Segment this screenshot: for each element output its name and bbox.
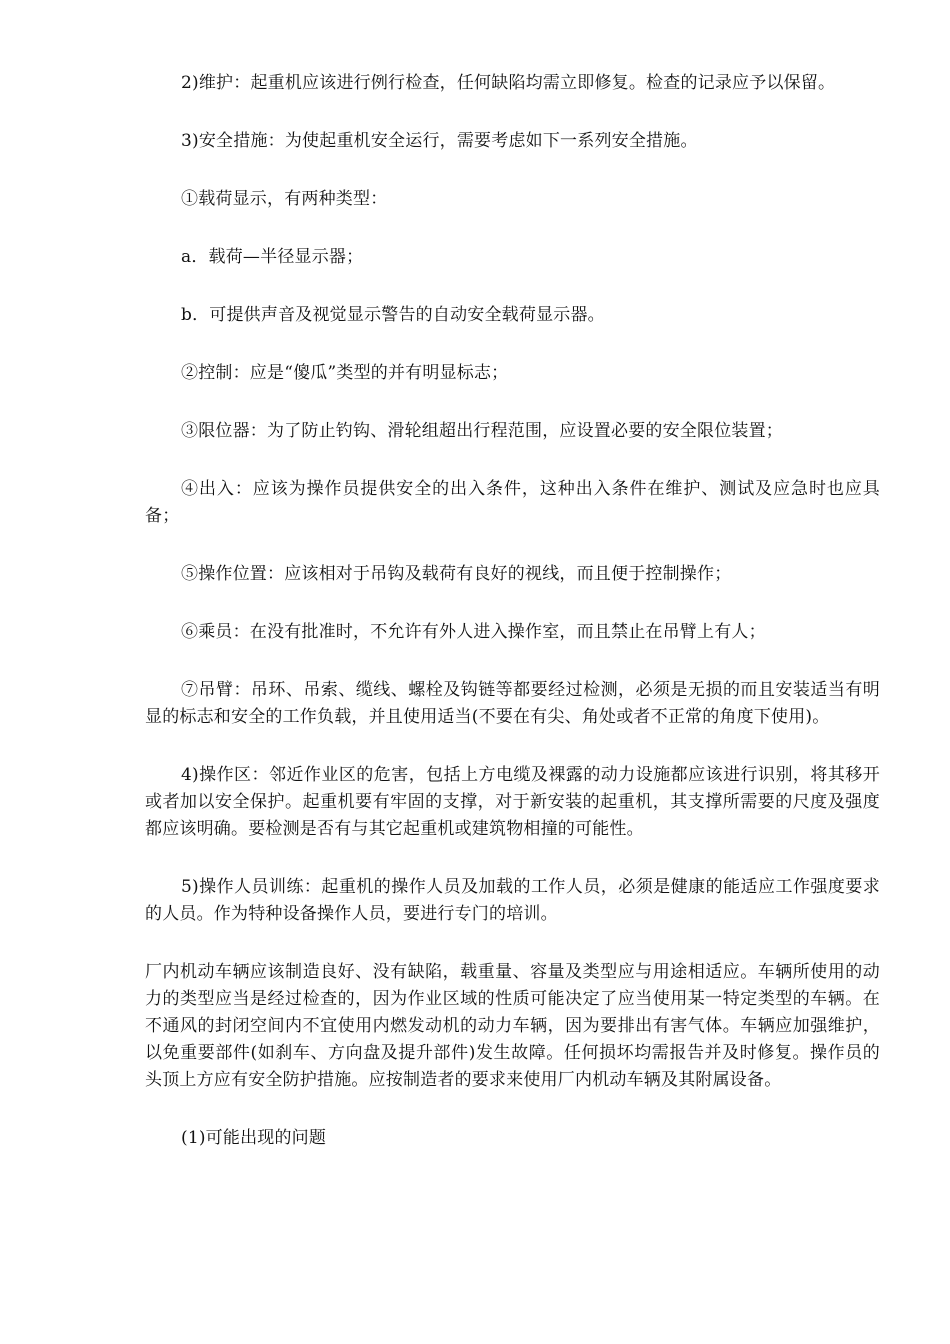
list-item-auto-load-display: b．可提供声音及视觉显示警告的自动安全载荷显示器。: [181, 305, 605, 325]
paragraph-motor-vehicles: 厂内机动车辆应该制造良好、没有缺陷，载重量、容量及类型应与用途相适应。车辆所使用的动力的类型应当是经过检查的，因为作业区域的性质可能决定了应当使用某一特定类型的车辆。在不通风的封闭空间内不宜使用内燃发动机的动力车辆，因为要排出有害气体。车辆应加强维护，以免重要部件(如刹车、方向盘及提升部件)发生故障。任何损坏均需报告并及时修复。操作员的头顶上方应有安全防护措施。应按制造者的要求来使用厂内机动车辆及其附属设备。: [145, 962, 880, 1090]
paragraph-control: ②控制：应是“傻瓜”类型的并有明显标志；: [181, 363, 509, 383]
paragraph-load-display: ①载荷显示，有两种类型：: [181, 189, 388, 209]
paragraph-occupants: ⑥乘员：在没有批准时，不允许有外人进入操作室，而且禁止在吊臂上有人；: [181, 622, 766, 642]
section-heading-possible-problems: (1)可能出现的问题: [181, 1128, 327, 1148]
paragraph-safety-measures: 3)安全措施：为使起重机安全运行，需要考虑如下一系列安全措施。: [181, 131, 698, 151]
paragraph-access: ④出入：应该为操作员提供安全的出入条件，这种出入条件在维护、测试及应急时也应具备；: [145, 479, 880, 526]
paragraph-maintenance: 2)维护：起重机应该进行例行检查，任何缺陷均需立即修复。检查的记录应予以保留。: [181, 73, 836, 93]
paragraph-operating-area: 4)操作区：邻近作业区的危害，包括上方电缆及裸露的动力设施都应该进行识别，将其移开或者加以安全保护。起重机要有牢固的支撑，对于新安装的起重机，其支撑所需要的尺度及强度都应该明确。要检测是否有与其它起重机或建筑物相撞的可能性。: [145, 765, 880, 839]
paragraph-operating-position: ⑤操作位置：应该相对于吊钩及载荷有良好的视线，而且便于控制操作；: [181, 564, 732, 584]
document-body: [145, 70, 880, 1152]
paragraph-boom: ⑦吊臂：吊环、吊索、缆线、螺栓及钩链等都要经过检测，必须是无损的而且安装适当有明显的标志和安全的工作负载，并且使用适当(不要在有尖、角处或者不正常的角度下使用)。: [145, 680, 880, 727]
list-item-load-radius: a．载荷—半径显示器；: [181, 247, 364, 267]
paragraph-operator-training: 5)操作人员训练：起重机的操作人员及加载的工作人员，必须是健康的能适应工作强度要求的人员。作为特种设备操作人员，要进行专门的培训。: [145, 877, 880, 924]
paragraph-limiter: ③限位器：为了防止钓钩、滑轮组超出行程范围，应设置必要的安全限位装置；: [181, 421, 783, 441]
